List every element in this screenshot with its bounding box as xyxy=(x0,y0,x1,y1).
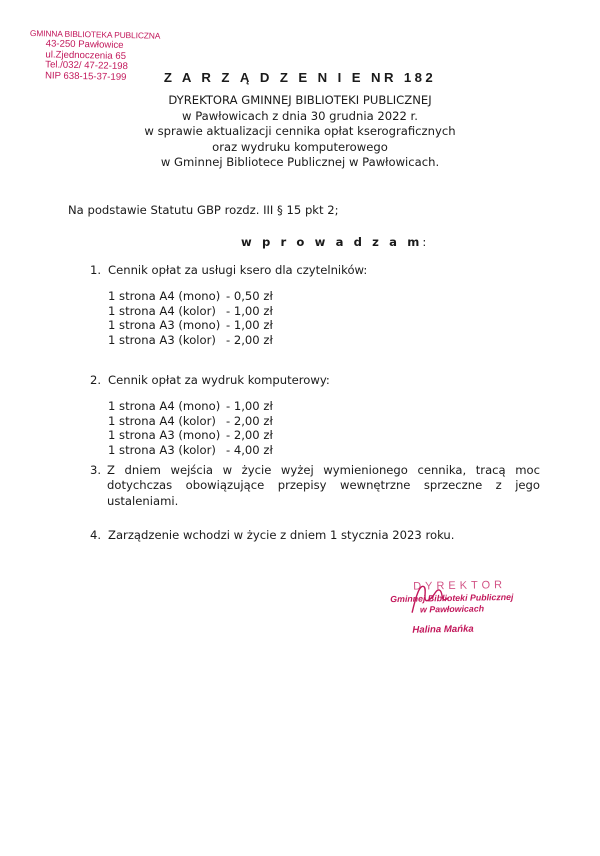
section-number: 1. xyxy=(90,263,102,277)
legal-basis: Na podstawie Statutu GBP rozdz. III § 15 pkt 2; xyxy=(68,203,339,217)
price-row xyxy=(108,443,273,458)
price-row xyxy=(108,304,273,319)
handwritten-signature xyxy=(405,578,456,619)
price-row xyxy=(108,399,273,414)
price-label: 1 strona A3 (mono) xyxy=(108,318,221,333)
price-row xyxy=(108,414,273,429)
price-value: - 4,00 zł xyxy=(226,442,273,457)
price-label: 1 strona A3 (kolor) xyxy=(108,442,216,457)
section-2-heading xyxy=(90,373,330,387)
director-signature-stamp xyxy=(372,579,533,637)
print-price-list xyxy=(108,399,273,457)
price-value: - 1,00 zł xyxy=(226,303,273,318)
stamp-institution: GMINNA BIBLIOTEKA PUBLICZNA xyxy=(29,28,161,41)
section-number: 4. xyxy=(90,528,102,542)
price-row xyxy=(108,318,273,333)
section-1-heading xyxy=(90,263,367,277)
subtitle-line: w Gminnej Bibliotece Publicznej w Pawłowicach. xyxy=(160,155,440,169)
introduce-heading xyxy=(241,235,429,249)
subtitle-line: oraz wydruku komputerowego xyxy=(212,139,388,154)
introduce-word: w p r o w a d z a m xyxy=(241,235,423,249)
subtitle-line: w sprawie aktualizacji cennika opłat kserograficznych xyxy=(144,124,456,138)
stamp-postcode: 43-250 Pawłowice xyxy=(45,38,124,51)
stamp-phone: Tel./032/ 47-22-198 xyxy=(45,59,128,73)
stamp-location: w Pawłowicach xyxy=(419,603,485,615)
price-value: - 1,00 zł xyxy=(226,399,273,413)
price-value: - 0,50 zł xyxy=(226,289,273,303)
price-label: 1 strona A4 (kolor) xyxy=(108,413,216,428)
section-3-text: Z dniem wejścia w życie wyżej wymienionego cennika, tracą moc dotychczas obowiązujące przepisy wewnętrzne sprzeczne z jego ustaleniami. xyxy=(107,463,540,508)
copy-price-list xyxy=(108,289,273,347)
section-heading-text: Cennik opłat za wydruk komputerowy: xyxy=(108,373,330,387)
section-4-text: Zarządzenie wchodzi w życie z dniem 1 stycznia 2023 roku. xyxy=(108,528,455,542)
section-4-paragraph xyxy=(90,528,454,542)
price-label: 1 strona A3 (mono) xyxy=(108,428,221,443)
stamp-nip: NIP 638-15-37-199 xyxy=(44,70,127,84)
price-label: 1 strona A3 (kolor) xyxy=(108,332,216,347)
stamp-institution-name: Gminnej Biblioteki Publicznej xyxy=(390,591,514,605)
price-label: 1 strona A4 (mono) xyxy=(108,399,221,413)
price-value: - 2,00 zł xyxy=(226,413,273,428)
document-title: Z A R Z Ą D Z E N I E NR 182 xyxy=(163,70,437,85)
price-label: 1 strona A4 (mono) xyxy=(108,289,221,303)
stamp-street: ul.Zjednoczenia 65 xyxy=(45,48,127,62)
subtitle-line: DYREKTORA GMINNEJ BIBLIOTEKI PUBLICZNEJ xyxy=(168,93,432,107)
price-value: - 2,00 zł xyxy=(226,428,273,443)
introduce-colon: : xyxy=(422,235,430,249)
price-value: - 2,00 zł xyxy=(226,332,273,347)
document-subtitle xyxy=(0,93,600,171)
subtitle-line: w Pawłowicach z dnia 30 grudnia 2022 r. xyxy=(182,108,418,123)
price-row xyxy=(108,428,273,443)
section-number: 2. xyxy=(90,373,102,387)
director-name: Halina Mańka xyxy=(412,623,474,636)
stamp-role: DYREKTOR xyxy=(413,579,507,593)
price-row xyxy=(108,289,273,304)
price-label: 1 strona A4 (kolor) xyxy=(108,303,216,318)
section-3-paragraph xyxy=(90,463,540,509)
section-number: 3. xyxy=(90,463,102,477)
section-heading-text: Cennik opłat za usługi ksero dla czytelników: xyxy=(108,263,368,277)
price-row xyxy=(108,333,273,348)
price-value: - 1,00 zł xyxy=(226,318,273,333)
